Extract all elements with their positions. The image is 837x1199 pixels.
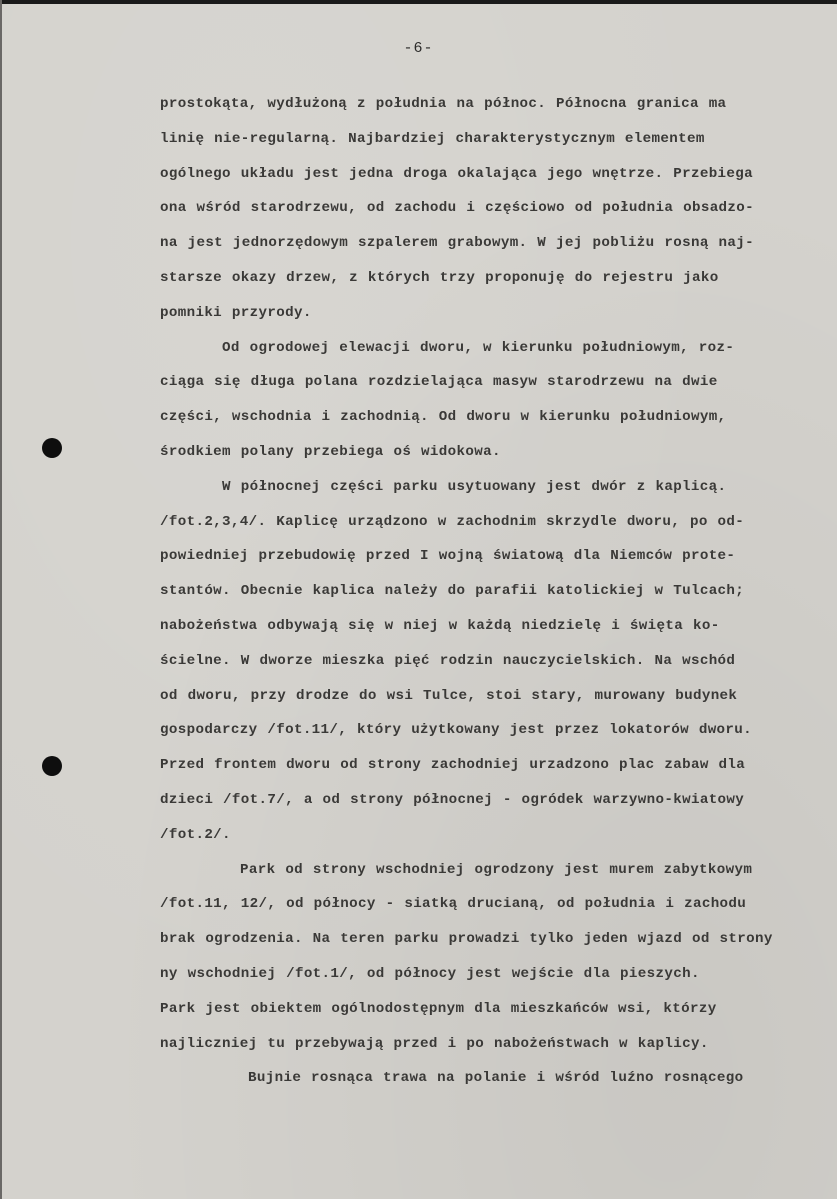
text-line: /fot.2/. [160,826,231,843]
text-line: Park od strony wschodniej ogrodzony jest murem zabytkowym [240,861,753,878]
text-line: pomniki przyrody. [160,304,312,321]
text-line: Od ogrodowej elewacji dworu, w kierunku południowym, roz- [222,339,735,356]
text-line: ny wschodniej /fot.1/, od północy jest wejście dla pieszych. [160,965,700,982]
text-line: ona wśród starodrzewu, od zachodu i częściowo od południa obsadzo- [160,200,755,217]
body-text [160,93,820,1102]
text-line: Przed frontem dworu od strony zachodniej urzadzono plac zabaw dla [160,757,746,774]
text-line: starsze okazy drzew, z których trzy proponuję do rejestru jako [160,269,719,286]
text-line: powiedniej przebudowię przed I wojną światową dla Niemców prote- [160,548,736,565]
text-line: stantów. Obecnie kaplica należy do parafii katolickiej w Tulcach; [160,583,745,600]
text-line: części, wschodnia i zachodnią. Od dworu w kierunku południowym, [160,409,727,426]
text-line: prostokąta, wydłużoną z południa na północ. Północna granica ma [160,96,727,112]
text-line: /fot.11, 12/, od północy - siatką drucianą, od południa i zachodu [160,896,747,913]
text-line: gospodarczy /fot.11/, który użytkowany jest przez lokatorów dworu. [160,722,753,739]
scan-top-edge [0,0,837,4]
text-line: Park jest obiektem ogólnodostępnym dla mieszkańców wsi, którzy [160,1000,717,1017]
punch-hole [42,438,62,458]
text-line: /fot.2,3,4/. Kaplicę urządzono w zachodnim skrzydle dworu, po od- [160,513,745,530]
text-line: od dworu, przy drodze do wsi Tulce, stoi stary, murowany budynek [160,687,738,704]
text-line: Bujnie rosnąca trawa na polanie i wśród luźno rosnącego [248,1070,744,1087]
punch-hole [42,756,62,776]
text-line: na jest jednorzędowym szpalerem grabowym. W jej pobliżu rosną naj- [160,235,755,252]
text-line: ciąga się długa polana rozdzielająca masyw starodrzewu na dwie [160,374,718,391]
text-line: dzieci /fot.7/, a od strony północnej - ogródek warzywno-kwiatowy [160,791,745,808]
text-line: najliczniej tu przebywają przed i po nabożeństwach w kaplicy. [160,1035,709,1052]
text-line: nabożeństwa odbywają się w niej w każdą niedzielę i święta ko- [160,617,720,634]
text-line: ogólnego układu jest jedna droga okalająca jego wnętrze. Przebiega [160,165,754,182]
text-line: ścielne. W dworze mieszka pięć rodzin nauczycielskich. Na wschód [160,652,736,669]
text-line: linię nie-regularną. Najbardziej charakterystycznym elementem [160,130,705,147]
page-number: -6- [403,40,434,57]
scan-left-edge [0,0,2,1199]
text-line: środkiem polany przebiega oś widokowa. [160,443,501,460]
text-line: W północnej części parku usytuowany jest dwór z kaplicą. [222,478,727,495]
text-line: brak ogrodzenia. Na teren parku prowadzi tylko jeden wjazd od strony [160,931,773,948]
